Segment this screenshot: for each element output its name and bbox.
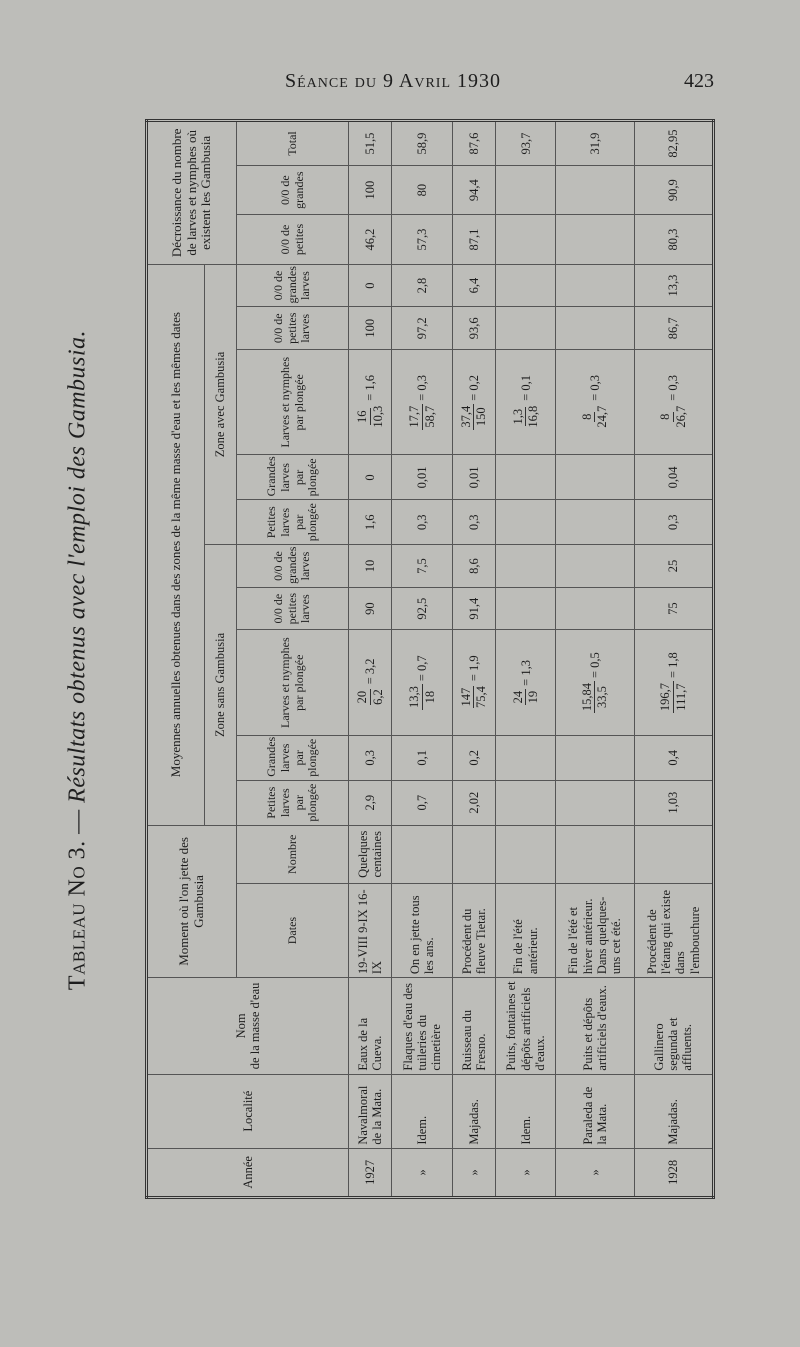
header-moment: Moment où l'on jette des Gambusia [147, 825, 237, 978]
cell-dec-petites: 46,2 [349, 215, 392, 264]
cell-nombre [634, 825, 713, 883]
table-row [452, 121, 495, 1198]
cell-avec-pct-petites: 97,2 [392, 307, 452, 350]
cell-avec-pct-petites: 86,7 [634, 307, 713, 350]
cell-sans-pct-grandes: 25 [634, 545, 713, 588]
cell-annee: 1927 [349, 1148, 392, 1197]
header-sans-petites: Petites larves par plongée [237, 780, 349, 825]
cell-avec-grandes: 0,01 [392, 455, 452, 500]
header-moyennes: Moyennes annuelles obtenues dans des zones de la même masse d'eau et les mêmes dates [147, 264, 205, 825]
cell-sans-grandes: 0,1 [392, 735, 452, 780]
cell-avec-pct-grandes: 0 [349, 264, 392, 307]
cell-sans-larves-nymphes [452, 630, 495, 735]
fraction-result: = 0,3 [666, 374, 681, 401]
header-annee: Année [147, 1148, 349, 1197]
fraction-denominator: 24,7 [595, 405, 610, 428]
cell-avec-petites [556, 500, 634, 545]
cell-localite: Majadas. [452, 1074, 495, 1148]
cell-nombre [452, 825, 495, 883]
header-localite: Localité [147, 1074, 349, 1148]
cell-nombre: Quelques centaines [349, 825, 392, 883]
cell-annee: » [556, 1148, 634, 1197]
cell-avec-pct-grandes: 13,3 [634, 264, 713, 307]
header-nom [147, 978, 349, 1074]
cell-dec-total: 87,6 [452, 121, 495, 166]
cell-avec-petites [496, 500, 556, 545]
fraction-denominator: 75,4 [474, 686, 489, 709]
cell-annee: » [496, 1148, 556, 1197]
cell-dec-petites: 57,3 [392, 215, 452, 264]
cell-sans-larves-nymphes [392, 630, 452, 735]
header-dec-total: Total [237, 121, 349, 166]
fraction-denominator: 111,7 [673, 683, 688, 711]
cell-dates: 19-VIII 9-IX 16-IX [349, 883, 392, 977]
cell-nom: Puits, fontaines et dépôts artificiels d'eaux. [496, 978, 556, 1074]
cell-avec-petites: 1,6 [349, 500, 392, 545]
cell-dec-total: 31,9 [556, 121, 634, 166]
table-caption [65, 330, 92, 990]
cell-dates: On en jette tous les ans. [392, 883, 452, 977]
cell-avec-pct-grandes [496, 264, 556, 307]
table-row [349, 121, 392, 1198]
header-dec-grandes: 0/0 de grandes [237, 165, 349, 214]
rotated-table-container [145, 119, 715, 1199]
header-avec-pct-petites: 0/0 de petites larves [237, 307, 349, 350]
cell-sans-pct-petites [496, 587, 556, 630]
fraction-denominator: 58,7 [422, 405, 437, 428]
cell-dec-petites [556, 215, 634, 264]
fraction-denominator: 150 [474, 407, 489, 427]
running-header [0, 70, 800, 100]
header-avec-larves-nymphes: Larves et nymphes par plongée [237, 350, 349, 455]
cell-sans-pct-petites: 91,4 [452, 587, 495, 630]
cell-avec-larves-nymphes [392, 350, 452, 455]
cell-dec-total: 58,9 [392, 121, 452, 166]
cell-dec-petites: 87,1 [452, 215, 495, 264]
fraction-denominator: 26,7 [673, 405, 688, 428]
header-zone-sans: Zone sans Gambusia [205, 545, 237, 825]
cell-sans-petites: 0,7 [392, 780, 452, 825]
cell-dec-grandes: 80 [392, 165, 452, 214]
page-number: 423 [684, 70, 714, 92]
cell-dates: Fin de l'été antérieur. [496, 883, 556, 977]
header-dates: Dates [237, 883, 349, 977]
cell-nombre [496, 825, 556, 883]
header-avec-petites: Petites larves par plongée [237, 500, 349, 545]
header-sans-grandes: Grandes larves par plongée [237, 735, 349, 780]
fraction-denominator: 10,3 [370, 405, 385, 428]
fraction-result: = 0,2 [466, 374, 481, 401]
fraction-denominator: 18 [422, 690, 437, 704]
fraction-denominator: 33,5 [595, 686, 610, 709]
cell-avec-larves-nymphes [634, 350, 713, 455]
cell-avec-larves-nymphes [349, 350, 392, 455]
cell-avec-pct-grandes: 2,8 [392, 264, 452, 307]
fraction-result: = 0,3 [414, 374, 429, 401]
fraction-numerator: 196,7 [658, 683, 673, 712]
header-sans-pct-grandes: 0/0 de grandes larves [237, 545, 349, 588]
fraction-numerator: 8 [580, 413, 595, 420]
cell-sans-grandes [556, 735, 634, 780]
fraction-numerator: 147 [459, 687, 474, 707]
cell-avec-grandes: 0 [349, 455, 392, 500]
fraction-result: = 3,2 [363, 658, 378, 685]
header-nom-line1: Nom [233, 1013, 248, 1039]
header-zone-avec: Zone avec Gambusia [205, 264, 237, 545]
cell-localite: Majadas. [634, 1074, 713, 1148]
table-row [634, 121, 713, 1198]
cell-sans-larves-nymphes [556, 630, 634, 735]
cell-annee: 1928 [634, 1148, 713, 1197]
cell-avec-larves-nymphes [496, 350, 556, 455]
cell-sans-larves-nymphes [496, 630, 556, 735]
fraction-denominator: 6,2 [370, 689, 385, 705]
cell-annee: » [392, 1148, 452, 1197]
cell-dec-grandes: 90,9 [634, 165, 713, 214]
cell-sans-pct-petites [556, 587, 634, 630]
fraction-result: = 1,3 [518, 660, 533, 686]
fraction-numerator: 8 [658, 413, 673, 420]
cell-sans-larves-nymphes [634, 630, 713, 735]
fraction-result: = 0,7 [414, 655, 429, 682]
cell-nom: Gallinero segunda et affluents. [634, 978, 713, 1074]
fraction-result: = 0,3 [587, 374, 602, 401]
cell-sans-grandes: 0,2 [452, 735, 495, 780]
fraction-denominator: 19 [526, 690, 541, 704]
cell-avec-grandes: 0,01 [452, 455, 495, 500]
cell-avec-grandes [556, 455, 634, 500]
header-dec-petites: 0/0 de petites [237, 215, 349, 264]
cell-sans-pct-petites: 75 [634, 587, 713, 630]
cell-avec-pct-petites: 93,6 [452, 307, 495, 350]
header-avec-grandes: Grandes larves par plongée [237, 455, 349, 500]
fraction-numerator: 24 [510, 690, 525, 704]
cell-avec-pct-grandes: 6,4 [452, 264, 495, 307]
cell-dec-total: 93,7 [496, 121, 556, 166]
table-row [556, 121, 634, 1198]
cell-avec-petites: 0,3 [452, 500, 495, 545]
cell-localite: Paraleda de la Mata. [556, 1074, 634, 1148]
cell-nom: Eaux de la Cueva. [349, 978, 392, 1074]
cell-dec-total: 51,5 [349, 121, 392, 166]
cell-dec-grandes: 100 [349, 165, 392, 214]
cell-localite: Idem. [392, 1074, 452, 1148]
fraction-numerator: 37,4 [459, 405, 474, 428]
table-row [392, 121, 452, 1198]
cell-sans-grandes [496, 735, 556, 780]
header-sans-pct-petites: 0/0 de petites larves [237, 587, 349, 630]
cell-sans-petites [496, 780, 556, 825]
running-title: Séance du 9 Avril 1930 [285, 70, 502, 92]
cell-avec-pct-grandes [556, 264, 634, 307]
cell-avec-grandes: 0,04 [634, 455, 713, 500]
cell-localite: Idem. [496, 1074, 556, 1148]
fraction-result: = 1,9 [466, 655, 481, 682]
cell-dec-grandes: 94,4 [452, 165, 495, 214]
cell-sans-pct-grandes [556, 545, 634, 588]
fraction-numerator: 16 [355, 410, 370, 423]
fraction-numerator: 17,7 [407, 405, 422, 428]
cell-avec-pct-petites: 100 [349, 307, 392, 350]
cell-sans-petites: 2,9 [349, 780, 392, 825]
results-table [145, 119, 715, 1199]
cell-nom: Flaques d'eau des tuileries du cimetière [392, 978, 452, 1074]
cell-avec-pct-petites [556, 307, 634, 350]
header-avec-pct-grandes: 0/0 de grandes larves [237, 264, 349, 307]
cell-nombre [556, 825, 634, 883]
cell-sans-grandes: 0,4 [634, 735, 713, 780]
cell-sans-petites: 1,03 [634, 780, 713, 825]
fraction-numerator: 20 [355, 690, 370, 704]
cell-dec-petites [496, 215, 556, 264]
cell-avec-petites: 0,3 [634, 500, 713, 545]
table-row [496, 121, 556, 1198]
cell-sans-pct-grandes: 10 [349, 545, 392, 588]
cell-sans-pct-grandes [496, 545, 556, 588]
cell-avec-larves-nymphes [556, 350, 634, 455]
cell-nom: Ruisseau du Fresno. [452, 978, 495, 1074]
cell-sans-pct-petites: 92,5 [392, 587, 452, 630]
header-nombre: Nombre [237, 825, 349, 883]
caption-title: Résultats obtenus avec l'emploi des Gambusia. [64, 329, 91, 803]
header-sans-larves-nymphes: Larves et nymphes par plongée [237, 630, 349, 735]
cell-dec-total: 82,95 [634, 121, 713, 166]
table-body [349, 121, 714, 1198]
cell-nom: Puits et dépôts artificiels d'eaux. [556, 978, 634, 1074]
cell-nombre [392, 825, 452, 883]
cell-dates: Fin de l'été et hiver antérieur. Dans quelques-uns cet été. [556, 883, 634, 977]
cell-dec-petites: 80,3 [634, 215, 713, 264]
fraction-numerator: 13,3 [407, 686, 422, 709]
cell-avec-petites: 0,3 [392, 500, 452, 545]
cell-sans-larves-nymphes [349, 630, 392, 735]
caption-label: Tableau No 3. — [64, 809, 91, 991]
header-nom-line2: de la masse d'eau [248, 982, 262, 1070]
cell-avec-pct-petites [496, 307, 556, 350]
cell-dates: Procédent du fleuve Tietar. [452, 883, 495, 977]
cell-localite: Navalmoral de la Mata. [349, 1074, 392, 1148]
fraction-result: = 1,6 [363, 374, 378, 401]
header-decroissance: Décroissance du nombre de larves et nymphes où existent les Gambusia [147, 121, 237, 265]
fraction-denominator: 16,8 [526, 405, 541, 428]
cell-dates: Procédent de l'étang qui existe dans l'embouchure [634, 883, 713, 977]
cell-sans-grandes: 0,3 [349, 735, 392, 780]
cell-avec-larves-nymphes [452, 350, 495, 455]
fraction-result: = 0,1 [518, 374, 533, 401]
cell-sans-petites [556, 780, 634, 825]
cell-sans-pct-petites: 90 [349, 587, 392, 630]
cell-sans-pct-grandes: 8,6 [452, 545, 495, 588]
fraction-numerator: 15,84 [580, 683, 595, 712]
cell-sans-petites: 2,02 [452, 780, 495, 825]
cell-avec-grandes [496, 455, 556, 500]
fraction-result: = 0,5 [587, 652, 602, 679]
fraction-numerator: 1,3 [510, 408, 525, 425]
cell-annee: » [452, 1148, 495, 1197]
cell-sans-pct-grandes: 7,5 [392, 545, 452, 588]
fraction-result: = 1,8 [666, 652, 681, 679]
cell-dec-grandes [556, 165, 634, 214]
cell-dec-grandes [496, 165, 556, 214]
